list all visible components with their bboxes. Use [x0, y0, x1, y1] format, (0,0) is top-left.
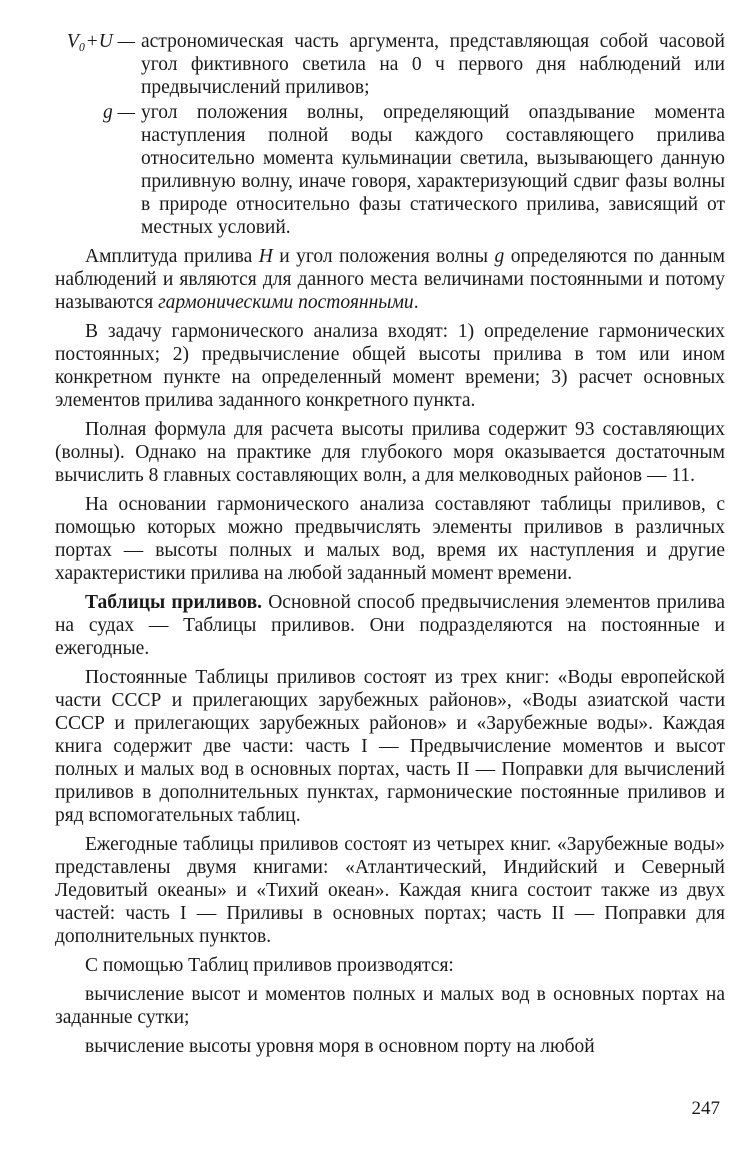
definition-v0-u	[55, 30, 725, 99]
definition-term: g —	[103, 102, 135, 123]
paragraph-tide-tables	[55, 591, 725, 660]
page-number: 247	[691, 1098, 720, 1119]
definition-text: астрономическая часть аргумента, представляющая собой часовой угол фиктивного светила на 0 ч первого дня наблюдений или предвычислений приливов;	[141, 31, 725, 98]
paragraph-amplitude	[55, 245, 725, 314]
italic-term: гармоническими постоянными	[158, 292, 414, 313]
paragraph-tide-tables-basis: На основании гармонического анализа составляют таблицы приливов, с помощью которых можно предвычислять элементы приливов в различных портах — высоты полных и малых вод, время их наступления и другие характеристики прилива на любой заданный момент времени.	[55, 494, 725, 584]
text-run: .	[413, 292, 419, 313]
symbol-h: H	[258, 246, 273, 267]
section-heading: Таблицы приливов.	[85, 592, 262, 613]
definition-g	[55, 101, 725, 239]
definition-text: угол положения волны, определяющий опаздывание момента наступления полной воды каждого составляющего прилива относительно момента кульминации светила, вызывающего данную приливную волну, иначе говоря, характеризующий сдвиг фазы волны в природе относительно фазы статического прилива, зависящий от местных условий.	[141, 102, 725, 238]
paragraph-formula: Полная формула для расчета высоты прилива содержит 93 составляющих (волны). Однако на практике для глубокого моря оказывается достаточным вычислить 8 главных составляющих волн, а для мелководных районов — 11.	[55, 419, 725, 486]
text-run: и угол положения волны	[272, 246, 495, 267]
symbol-g: g	[494, 246, 505, 267]
paragraph-annual-tables: Ежегодные таблицы приливов состоят из четырех книг. «Зарубежные воды» представлены двумя книгами: «Атлантический, Индийский и Северный Ледовитый океаны» и «Тихий океан». Каждая книга состоит также из двух частей: часть I — Приливы в основных портах; часть II — Поправки для дополнительных пунктов.	[55, 834, 725, 947]
page-body	[55, 30, 725, 1064]
text-run: Основной способ предвычисления элементов прилива на судах — Таблицы приливов. Они подразделяются на постоянные и ежегодные.	[55, 592, 725, 659]
text-run: Амплитуда прилива	[85, 246, 259, 267]
paragraph-tables-usage: С помощью Таблиц приливов производятся:	[85, 955, 454, 976]
definition-term: V₀+U —	[66, 31, 135, 52]
paragraph-permanent-tables: Постоянные Таблицы приливов состоят из трех книг: «Воды европейской части СССР и прилегающих зарубежных районов», «Воды азиатской части СССР и прилегающих зарубежных районов» и «Зарубежные воды». Каждая книга содержит две части: часть I — Предвычисление моментов и высот полных и малых вод в основных портах, часть II — Поправки для вычислений приливов в дополнительных пунктах, гармонические постоянные приливов и ряд вспомогательных таблиц.	[55, 667, 725, 826]
paragraph-harmonic-analysis: В задачу гармонического анализа входят: 1) определение гармонических постоянных; 2) предвычисление общей высоты прилива в том или ином конкретном пункте на определенный момент времени; 3) расчет основных элементов прилива заданного конкретного пункта.	[55, 321, 725, 411]
paragraph-list-item-1: вычисление высот и моментов полных и малых вод в основных портах на заданные сутки;	[55, 984, 725, 1028]
text-run: определяются по данным наблюдений и являются для данного места величинами постоянными и потому называются	[55, 246, 725, 313]
paragraph-list-item-2: вычисление высоты уровня моря в основном порту на любой	[85, 1036, 595, 1057]
